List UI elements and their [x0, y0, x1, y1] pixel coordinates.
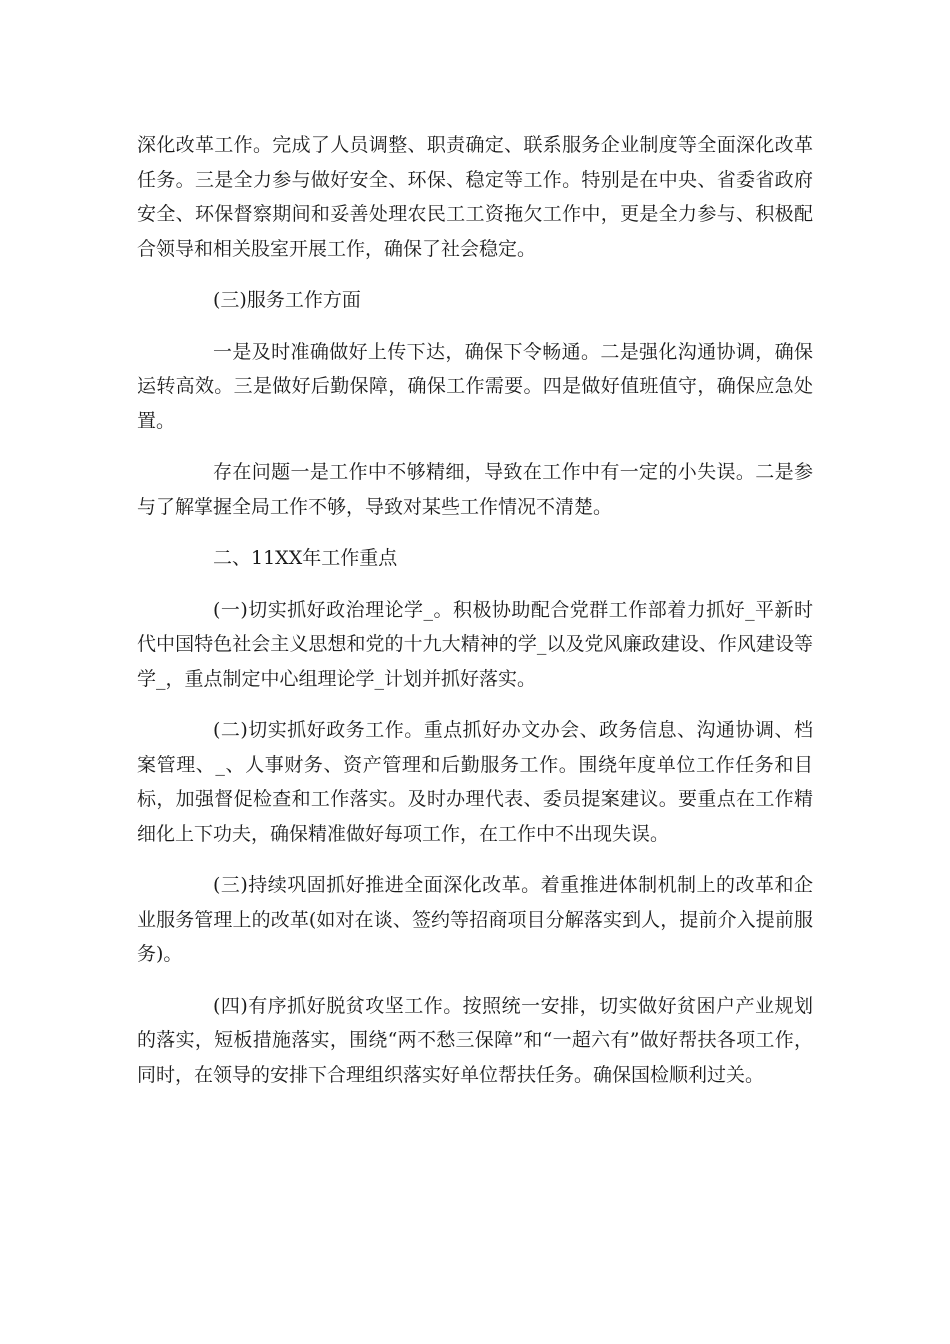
paragraph-focus-2: (二)切实抓好政务工作。重点抓好办文办会、政务信息、沟通协调、档案管理、_、人事财务、资产管理和后勤服务工作。围绕年度单位工作任务和目标，加强督促检查和工作落实。及时办理代表、委员提案建议。要重点在工作精细化上下功夫，确保精准做好每项工作，在工作中不出现失误。 — [137, 719, 813, 845]
section-heading-service-work: (三)服务工作方面 — [213, 289, 361, 311]
paragraph-focus-4: (四)有序抓好脱贫攻坚工作。按照统一安排，切实做好贫困户产业规划的落实，短板措施落实，围绕“两不愁三保障”和“一超六有”做好帮扶各项工作，同时，在领导的安排下合理组织落实好单位帮扶任务。确保国检顺利过关。 — [137, 994, 813, 1086]
document-body — [137, 128, 813, 1109]
section-heading-work-focus: 二、11XX年工作重点 — [213, 547, 398, 569]
paragraph-problems: 存在问题一是工作中不够精细，导致在工作中有一定的小失误。二是参与了解掌握全局工作不够，导致对某些工作情况不清楚。 — [137, 461, 813, 518]
paragraph-focus-1: (一)切实抓好政治理论学_。积极协助配合党群工作部着力抓好_平新时代中国特色社会主义思想和党的十九大精神的学_以及党风廉政建设、作风建设等学_，重点制定中心组理论学_计划并抓好落实。 — [137, 598, 813, 690]
paragraph-reform-continued: 深化改革工作。完成了人员调整、职责确定、联系服务企业制度等全面深化改革任务。三是全力参与做好安全、环保、稳定等工作。特别是在中央、省委省政府安全、环保督察期间和妥善处理农民工工资拖欠工作中，更是全力参与、积极配合领导和相关股室开展工作，确保了社会稳定。 — [137, 134, 813, 260]
paragraph-focus-3: (三)持续巩固抓好推进全面深化改革。着重推进体制机制上的改革和企业服务管理上的改革(如对在谈、签约等招商项目分解落实到人，提前介入提前服务)。 — [137, 874, 813, 965]
paragraph-service-work: 一是及时准确做好上传下达，确保下令畅通。二是强化沟通协调，确保运转高效。三是做好后勤保障，确保工作需要。四是做好值班值守，确保应急处置。 — [137, 340, 813, 432]
